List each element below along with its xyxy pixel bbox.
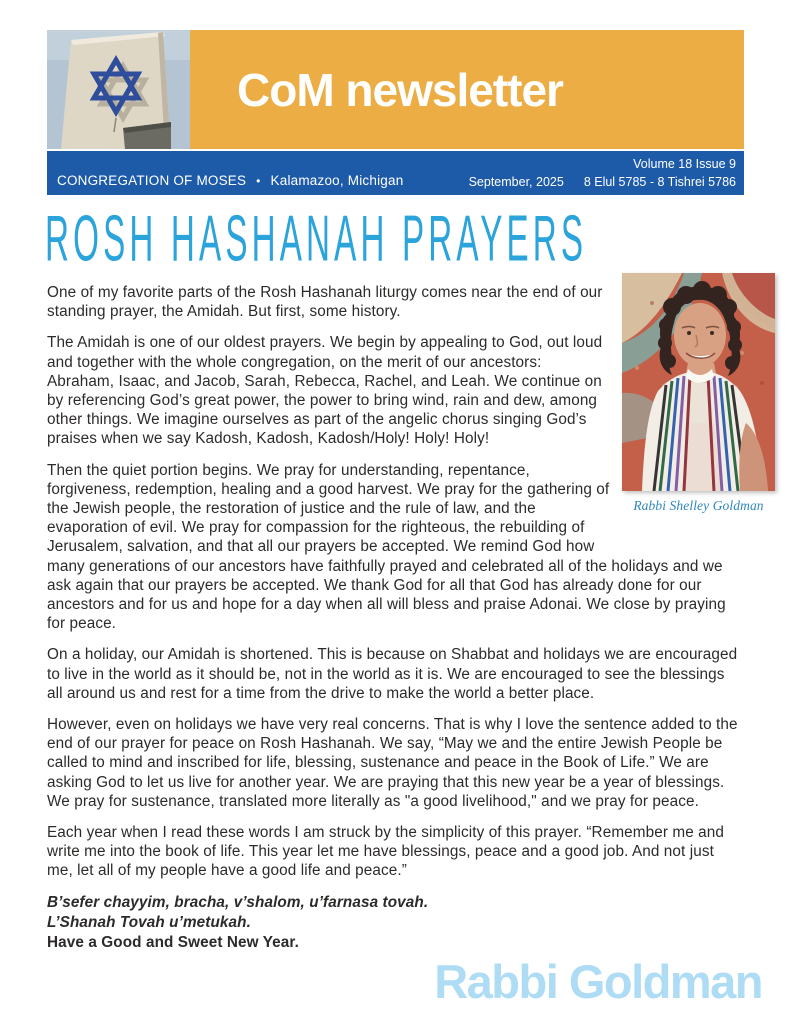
paragraph-2: The Amidah is one of our oldest prayers. We begin by appealing to God, out loud and together with the whole congregation, on the merit of our ancestors: Abraham, Isaac, and Jacob, Sarah, Rebecca, Rachel, and Leah. We continue on by referencing God’s great power, the power to bring wind, rain and dew, among other things. We imagine ourselves as part of the angelic chorus singing God’s praises when we say Kadosh, Kadosh, Kadosh/Holy! Holy! Holy!: [47, 334, 603, 448]
congregation-name: CONGREGATION OF MOSES: [57, 173, 247, 188]
date-line: [469, 173, 736, 191]
rabbi-photo-figure: [622, 273, 775, 515]
paragraph-4: On a holiday, our Amidah is shortened. This is because on Shabbat and holidays we are encouraged to live in the world as it should be, not in the world as it is. We are encouraged to see the blessings all around us and rest for a time from the drive to make the world a better place.: [47, 646, 738, 702]
newsletter-title: CoM newsletter: [237, 63, 563, 116]
blessing-line-2: L’Shanah Tovah u’metukah.: [47, 913, 251, 931]
photo-caption: Rabbi Shelley Goldman: [633, 498, 764, 513]
issue-date: September, 2025: [468, 175, 564, 189]
blessing-line-1: B’sefer chayyim, bracha, v’shalom, u’farnasa tovah.: [47, 893, 429, 911]
info-bar: [47, 151, 744, 195]
rabbi-signature: Rabbi Goldman: [434, 954, 762, 1008]
paragraph-1: One of my favorite parts of the Rosh Hashanah liturgy comes near the end of our standing prayer, the Amidah. But first, some history.: [47, 284, 603, 321]
rabbi-photo: [622, 273, 775, 491]
volume-issue: Volume 18 Issue 9: [633, 157, 736, 171]
hebrew-dates: 8 Elul 5785 - 8 Tishrei 5786: [583, 175, 736, 189]
header-banner: [47, 30, 744, 149]
paragraph-5: However, even on holidays we have very real concerns. That is why I love the sentence added to the end of our prayer for peace on Rosh Hashanah. We say, “May we and the entire Jewish People be called to mind and inscribed for life, blessing, sustenance and peace in the Book of Life.” We are asking God to let us live for another year. We are praying that this new year be a year of blessings. We pray for sustenance, translated more literally as "a good livelihood," and we pray for peace.: [47, 716, 738, 810]
synagogue-photo: [47, 30, 190, 149]
paragraph-3: Then the quiet portion begins. We pray for understanding, repentance, forgiveness, redemption, healing and a good harvest. We pray for the gathering of the Jewish people, the restoration of justice and the rule of law, and the evaporation of evil. We pray for compassion for the righteous, the rebuilding of Jerusalem, salvation, and that all our prayers be accepted. We remind God how many generations of our ancestors have faithfully prayed and celebrated all of the holidays and we ask again that our prayers be accepted. We thank God for all that God has already done for our ancestors and for us and hope for a day when all will bless and praise Adonai. We close by praying for peace.: [47, 461, 726, 633]
issue-info: [469, 155, 736, 191]
star-of-david-icon: [47, 30, 190, 149]
bullet-separator: •: [256, 174, 261, 188]
paragraph-6: Each year when I read these words I am struck by the simplicity of this prayer. “Remember me and write me into the book of life. This year let me have blessings, peace and a good job. And not just me, let all of my people have a good life and peace.”: [47, 824, 724, 880]
article-headline: ROSH HASHANAH PRAYERS: [45, 204, 588, 276]
article-body: [47, 283, 764, 1008]
congregation-line: [57, 173, 403, 188]
congregation-location: Kalamazoo, Michigan: [270, 173, 404, 188]
closing-line: Have a Good and Sweet New Year.: [47, 933, 299, 951]
